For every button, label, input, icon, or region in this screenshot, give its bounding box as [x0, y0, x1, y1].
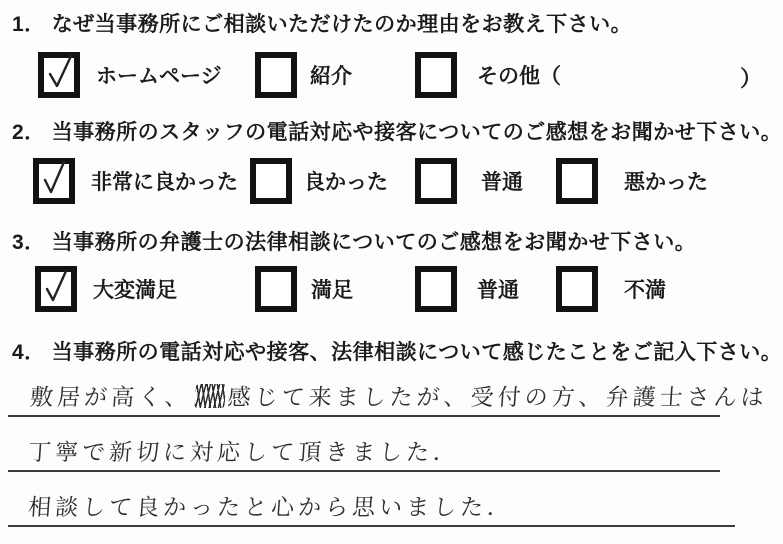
- option-label-other: その他（: [477, 65, 561, 88]
- option-label-bad: 悪かった: [624, 171, 708, 194]
- checkbox-normal-q2[interactable]: [415, 158, 457, 204]
- checkbox-dissatisfied[interactable]: [556, 266, 598, 312]
- checkbox-very-good[interactable]: [33, 158, 75, 204]
- option-other: [415, 52, 561, 98]
- question-2-number: 2．: [12, 121, 46, 144]
- option-good: [250, 158, 388, 204]
- question-4-text: 当事務所の電話対応や接客、法律相談について感じたことをご記入下さい。: [51, 341, 783, 364]
- scribbled-out-character: [194, 384, 226, 408]
- option-dissatisfied: [556, 266, 666, 312]
- option-bad: [556, 158, 708, 204]
- checkbox-homepage[interactable]: [38, 52, 80, 98]
- option-very-satisfied: [35, 266, 177, 312]
- question-3-number: 3．: [12, 231, 46, 254]
- checkmark-icon: [40, 161, 70, 197]
- checkmark-icon: [45, 55, 75, 91]
- option-normal-q2: [415, 158, 523, 204]
- checkbox-normal-q3[interactable]: [415, 266, 457, 312]
- handwritten-text-line-2: 丁寧で新切に対応して頂きました．: [27, 439, 462, 466]
- option-label-dissatisfied: 不満: [624, 279, 666, 302]
- checkmark-icon: [42, 269, 72, 305]
- response-line-2[interactable]: [8, 422, 720, 472]
- checkbox-referral[interactable]: [255, 52, 297, 98]
- question-1-number: 1．: [12, 13, 46, 36]
- option-satisfied: [255, 266, 353, 312]
- checkbox-very-satisfied[interactable]: [35, 266, 77, 312]
- option-label-satisfied: 満足: [311, 279, 353, 302]
- option-label-very-good: 非常に良かった: [91, 171, 238, 194]
- option-referral: [255, 52, 352, 98]
- checkbox-other[interactable]: [415, 52, 457, 98]
- question-1-text: なぜ当事務所にご相談いただけたのか理由をお教え下さい。: [51, 13, 633, 36]
- question-3-title: [12, 226, 696, 256]
- question-2-title: [12, 116, 782, 146]
- option-label-referral: 紹介: [310, 65, 352, 88]
- handwritten-text-line-1: 敷居が高く、 感じて来ましたが、受付の方、弁護士さんは: [29, 384, 769, 411]
- question-2-text: 当事務所のスタッフの電話対応や接客についてのご感想をお聞かせ下さい。: [51, 121, 783, 144]
- response-line-1[interactable]: [8, 367, 769, 417]
- option-label-normal-q2: 普通: [481, 171, 523, 194]
- option-label-homepage: ホームページ: [96, 65, 222, 88]
- other-close-paren: ）: [740, 66, 763, 91]
- question-1-title: [12, 8, 632, 38]
- option-homepage: [38, 52, 222, 98]
- option-normal-q3: [415, 266, 519, 312]
- option-label-very-satisfied: 大変満足: [93, 279, 177, 302]
- question-4-number: 4．: [12, 341, 46, 364]
- response-line-3[interactable]: [8, 477, 735, 527]
- option-very-good: [33, 158, 238, 204]
- checkbox-bad[interactable]: [556, 158, 598, 204]
- handwritten-text-line-3: 相談して良かったと心から思いました．: [27, 494, 516, 521]
- checkbox-good[interactable]: [250, 158, 292, 204]
- question-4-title: [12, 336, 782, 366]
- option-label-normal-q3: 普通: [477, 279, 519, 302]
- question-3-text: 当事務所の弁護士の法律相談についてのご感想をお聞かせ下さい。: [51, 231, 697, 254]
- option-label-good: 良かった: [304, 171, 388, 194]
- checkbox-satisfied[interactable]: [255, 266, 297, 312]
